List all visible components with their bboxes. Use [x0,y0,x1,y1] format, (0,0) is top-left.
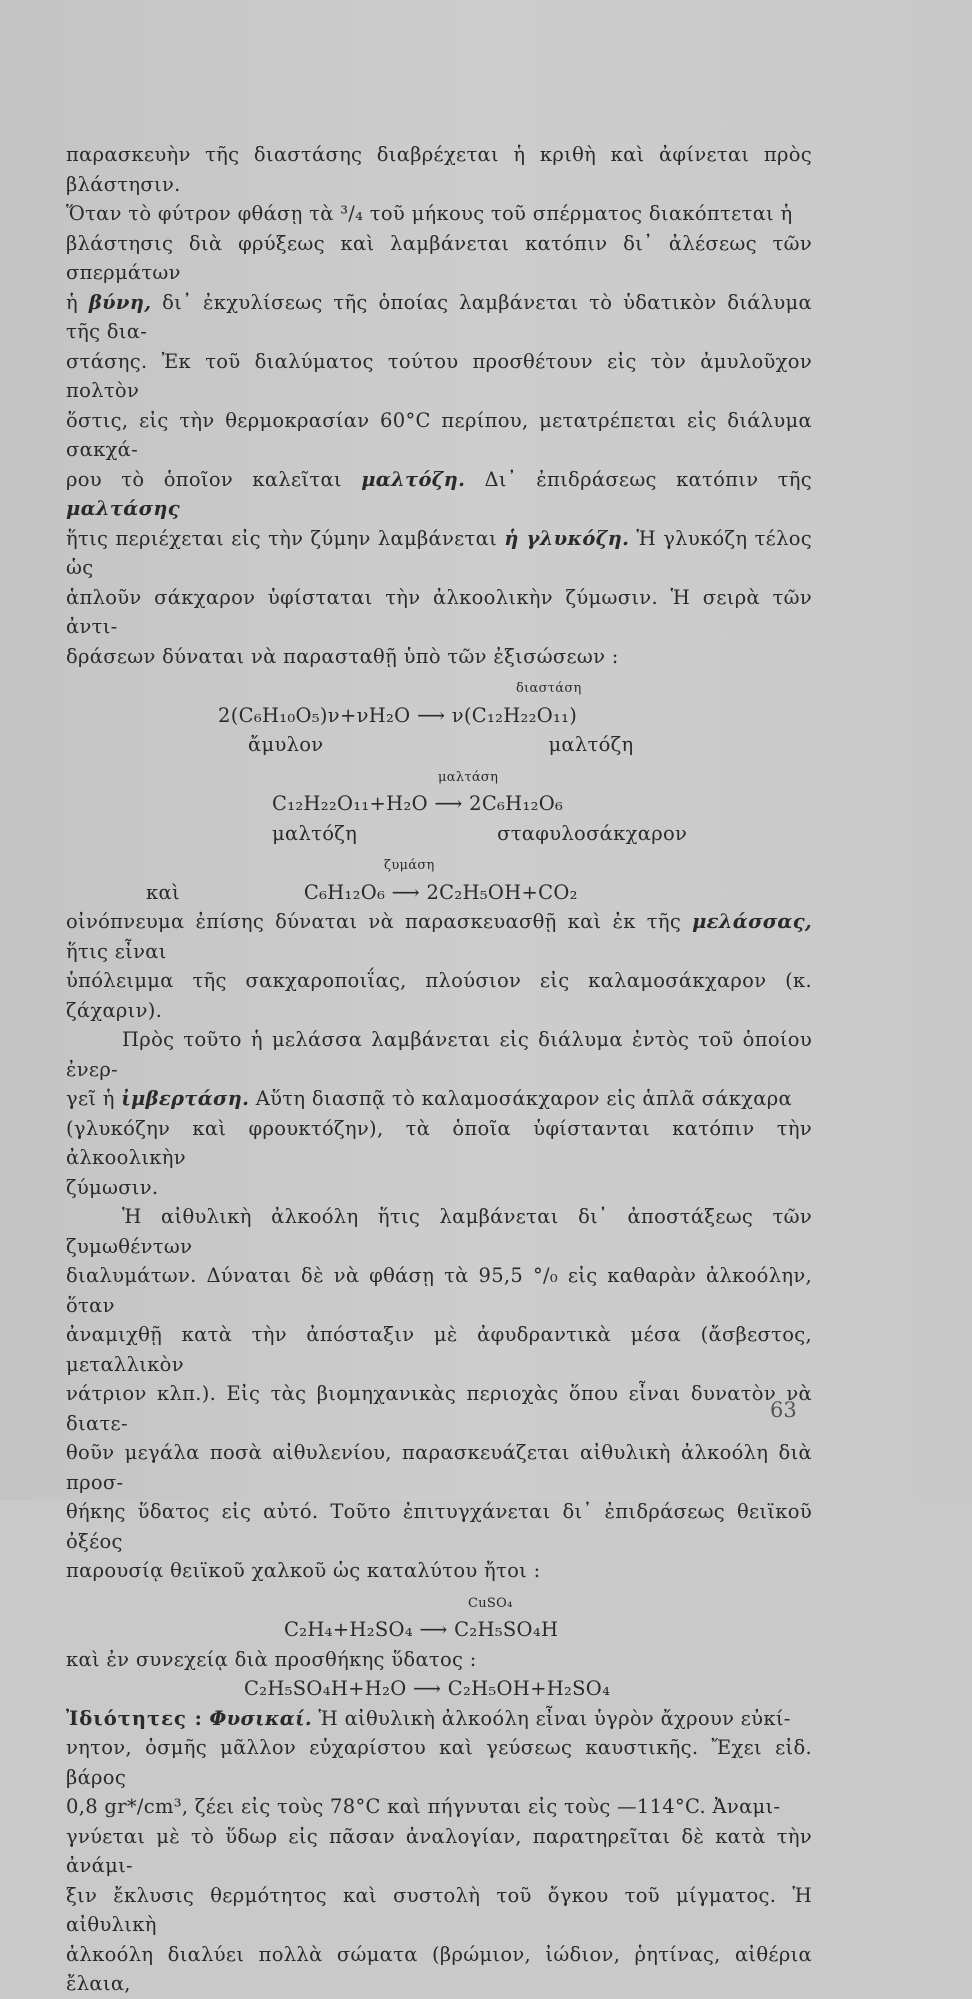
equation-2-labels: μαλτόζη σταφυλοσάκχαρον [272,821,688,845]
equation-1: 2(C₆H₁₀O₅)ν+νH₂O ⟶ ν(C₁₂H₂₂O₁₁) [218,703,578,727]
text-line: νάτριον κλπ.). Εἰς τὰς βιομηχανικὰς περιοχὰς ὅπου εἶναι δυνατὸν νὰ διατε- [66,1382,812,1435]
equation-3: καὶ C₆H₁₂O₆ ⟶ 2C₂H₅OH+CO₂ [146,880,578,904]
text-line: νητον, ὀσμῆς μᾶλλον εὐχαρίστου καὶ γεύσεως καυστικῆς. Ἔχει εἰδ. βάρος [66,1736,812,1789]
text-line: Ἰδιότητες : Φυσικαί. Ἡ αἰθυλικὴ ἀλκοόλη εἶναι ὑγρὸν ἄχρουν εὐκί- [66,1706,791,1730]
body-text [66,140,812,1999]
text-line: ὑπόλειμμα τῆς σακχαροποιΐας, πλούσιον εἰς καλαμοσάκχαρον (κ. ζάχαριν). [66,969,812,1022]
term-melassas: μελάσσας, [692,910,812,933]
text-line: βλάστησις διὰ φρύξεως καὶ λαμβάνεται κατόπιν δι᾽ ἀλέσεως τῶν σπερμάτων [66,231,812,284]
text-line: ἡ βύνη, δι᾽ ἐκχυλίσεως τῆς ὁποίας λαμβάνεται τὸ ὑδατικὸν διάλυμα τῆς δια- [66,290,813,343]
text-line: Ἡ αἰθυλικὴ ἀλκοόλη ἥτις λαμβάνεται δι᾽ ἀποστάξεως τῶν ζυμωθέντων [66,1205,812,1258]
term-byne: βύνη, [88,290,152,314]
text-line: Πρὸς τοῦτο ἡ μελάσσα λαμβάνεται εἰς διάλυμα ἐντὸς τοῦ ὁποίου ἐνερ- [66,1028,812,1081]
text-line: στάσης. Ἐκ τοῦ διαλύματος τούτου προσθέτουν εἰς τὸν ἀμυλοῦχον πολτὸν [66,349,812,402]
equation-1-labels: ἄμυλον μαλτόζη [248,733,634,756]
term-imvertasi: ἰμβερτάση. [121,1087,250,1110]
text-line: Ὅταν τὸ φύτρον φθάσῃ τὰ ³/₄ τοῦ μήκους τοῦ σπέρματος διακόπτεται ἡ [66,202,793,225]
text-line: οἰνόπνευμα ἐπίσης δύναται νὰ παρασκευασθῇ καὶ ἐκ τῆς μελάσσας, ἥτις εἶναι [66,910,812,963]
text-line: διαλυμάτων. Δύναται δὲ νὰ φθάσῃ τὰ 95,5 °/₀ εἰς καθαρὰν ἀλκοόλην, ὅταν [66,1264,812,1317]
text-line: ἥτις περιέχεται εἰς τὴν ζύμην λαμβάνεται ἡ γλυκόζη. Ἡ γλυκόζη τέλος ὡς [66,526,812,579]
text-line: (γλυκόζην καὶ φρουκτόζην), τὰ ὁποῖα ὑφίστανται κατόπιν τὴν ἀλκοολικὴν [66,1116,812,1169]
text-line: καὶ ἐν συνεχείᾳ διὰ προσθήκης ὕδατος : [66,1647,477,1671]
term-physical: Φυσικαί. [209,1706,312,1730]
equation-2: C₁₂H₂₂O₁₁+H₂O ⟶ 2C₆H₁₂O₆ [272,792,564,815]
text-line: δράσεων δύναται νὰ παρασταθῇ ὑπὸ τῶν ἐξισώσεων : [66,644,619,668]
equation-3-arrow-label: ζυμάση [384,858,435,873]
text-line: θήκης ὕδατος εἰς αὐτό. Τοῦτο ἐπιτυγχάνεται δι᾽ ἐπιδράσεως θειϊκοῦ ὀξέος [66,1500,812,1553]
text-line: ζύμωσιν. [66,1175,159,1199]
equation-5: C₂H₅SO₄H+H₂O ⟶ C₂H₅OH+H₂SO₄ [244,1677,611,1700]
term-maltozi: μαλτόζη. [361,467,466,491]
section-heading-properties: Ἰδιότητες : [66,1706,203,1730]
text-line: γεῖ ἡ ἰμβερτάση. Αὕτη διασπᾷ τὸ καλαμοσάκχαρον εἰς ἁπλᾶ σάκχαρα [66,1087,792,1110]
text-line: ξιν ἔκλυσις θερμότητος καὶ συστολὴ τοῦ ὄγκου τοῦ μίγματος. Ἡ αἰθυλικὴ [66,1883,812,1936]
text-line: ἀλκοόλη διαλύει πολλὰ σώματα (βρώμιον, ἰώδιον, ῥητίνας, αἰθέρια ἔλαια, [66,1942,812,1995]
term-glykozi: ἡ γλυκόζη. [504,526,630,550]
text-line: παρασκευὴν τῆς διαστάσης διαβρέχεται ἡ κριθὴ καὶ ἀφίνεται πρὸς βλάστησιν. [66,143,812,196]
text-line: ὅστις, εἰς τὴν θερμοκρασίαν 60°C περίπου, μετατρέπεται εἰς διάλυμα σακχά- [66,408,812,461]
text-line: ρου τὸ ὁποῖον καλεῖται μαλτόζη. Δι᾽ ἐπιδράσεως κατόπιν τῆς μαλτάσης [66,467,812,520]
text-line: γνύεται μὲ τὸ ὕδωρ εἰς πᾶσαν ἀναλογίαν, παρατηρεῖται δὲ κατὰ τὴν ἀνάμι- [66,1824,812,1877]
equation-2-arrow-label: μαλτάση [438,769,499,785]
text-line: 0,8 gr*/cm³, ζέει εἰς τοὺς 78°C καὶ πήγνυται εἰς τοὺς —114°C. Ἀναμι- [66,1795,781,1818]
equation-1-arrow-label: διαστάση [516,681,582,696]
text-line: παρουσίᾳ θειϊκοῦ χαλκοῦ ὡς καταλύτου ἤτοι : [66,1559,541,1582]
text-line: θοῦν μεγάλα ποσὰ αἰθυλενίου, παρασκευάζεται αἰθυλικὴ ἀλκοόλη διὰ προσ- [66,1441,812,1494]
equation-4-arrow-label: CuSO₄ [468,1595,513,1611]
equation-4: C₂H₄+H₂SO₄ ⟶ C₂H₅SO₄H [284,1618,559,1641]
page-number: 63 [770,1398,797,1422]
term-maltasis: μαλτάσης [66,497,180,520]
text-line: ἁπλοῦν σάκχαρον ὑφίσταται τὴν ἀλκοολικὴν ζύμωσιν. Ἡ σειρὰ τῶν ἀντι- [66,585,812,638]
text-line: ἀναμιχθῇ κατὰ τὴν ἀπόσταξιν μὲ ἀφυδραντικὰ μέσα (ἄσβεστος, μεταλλικὸν [66,1323,812,1376]
